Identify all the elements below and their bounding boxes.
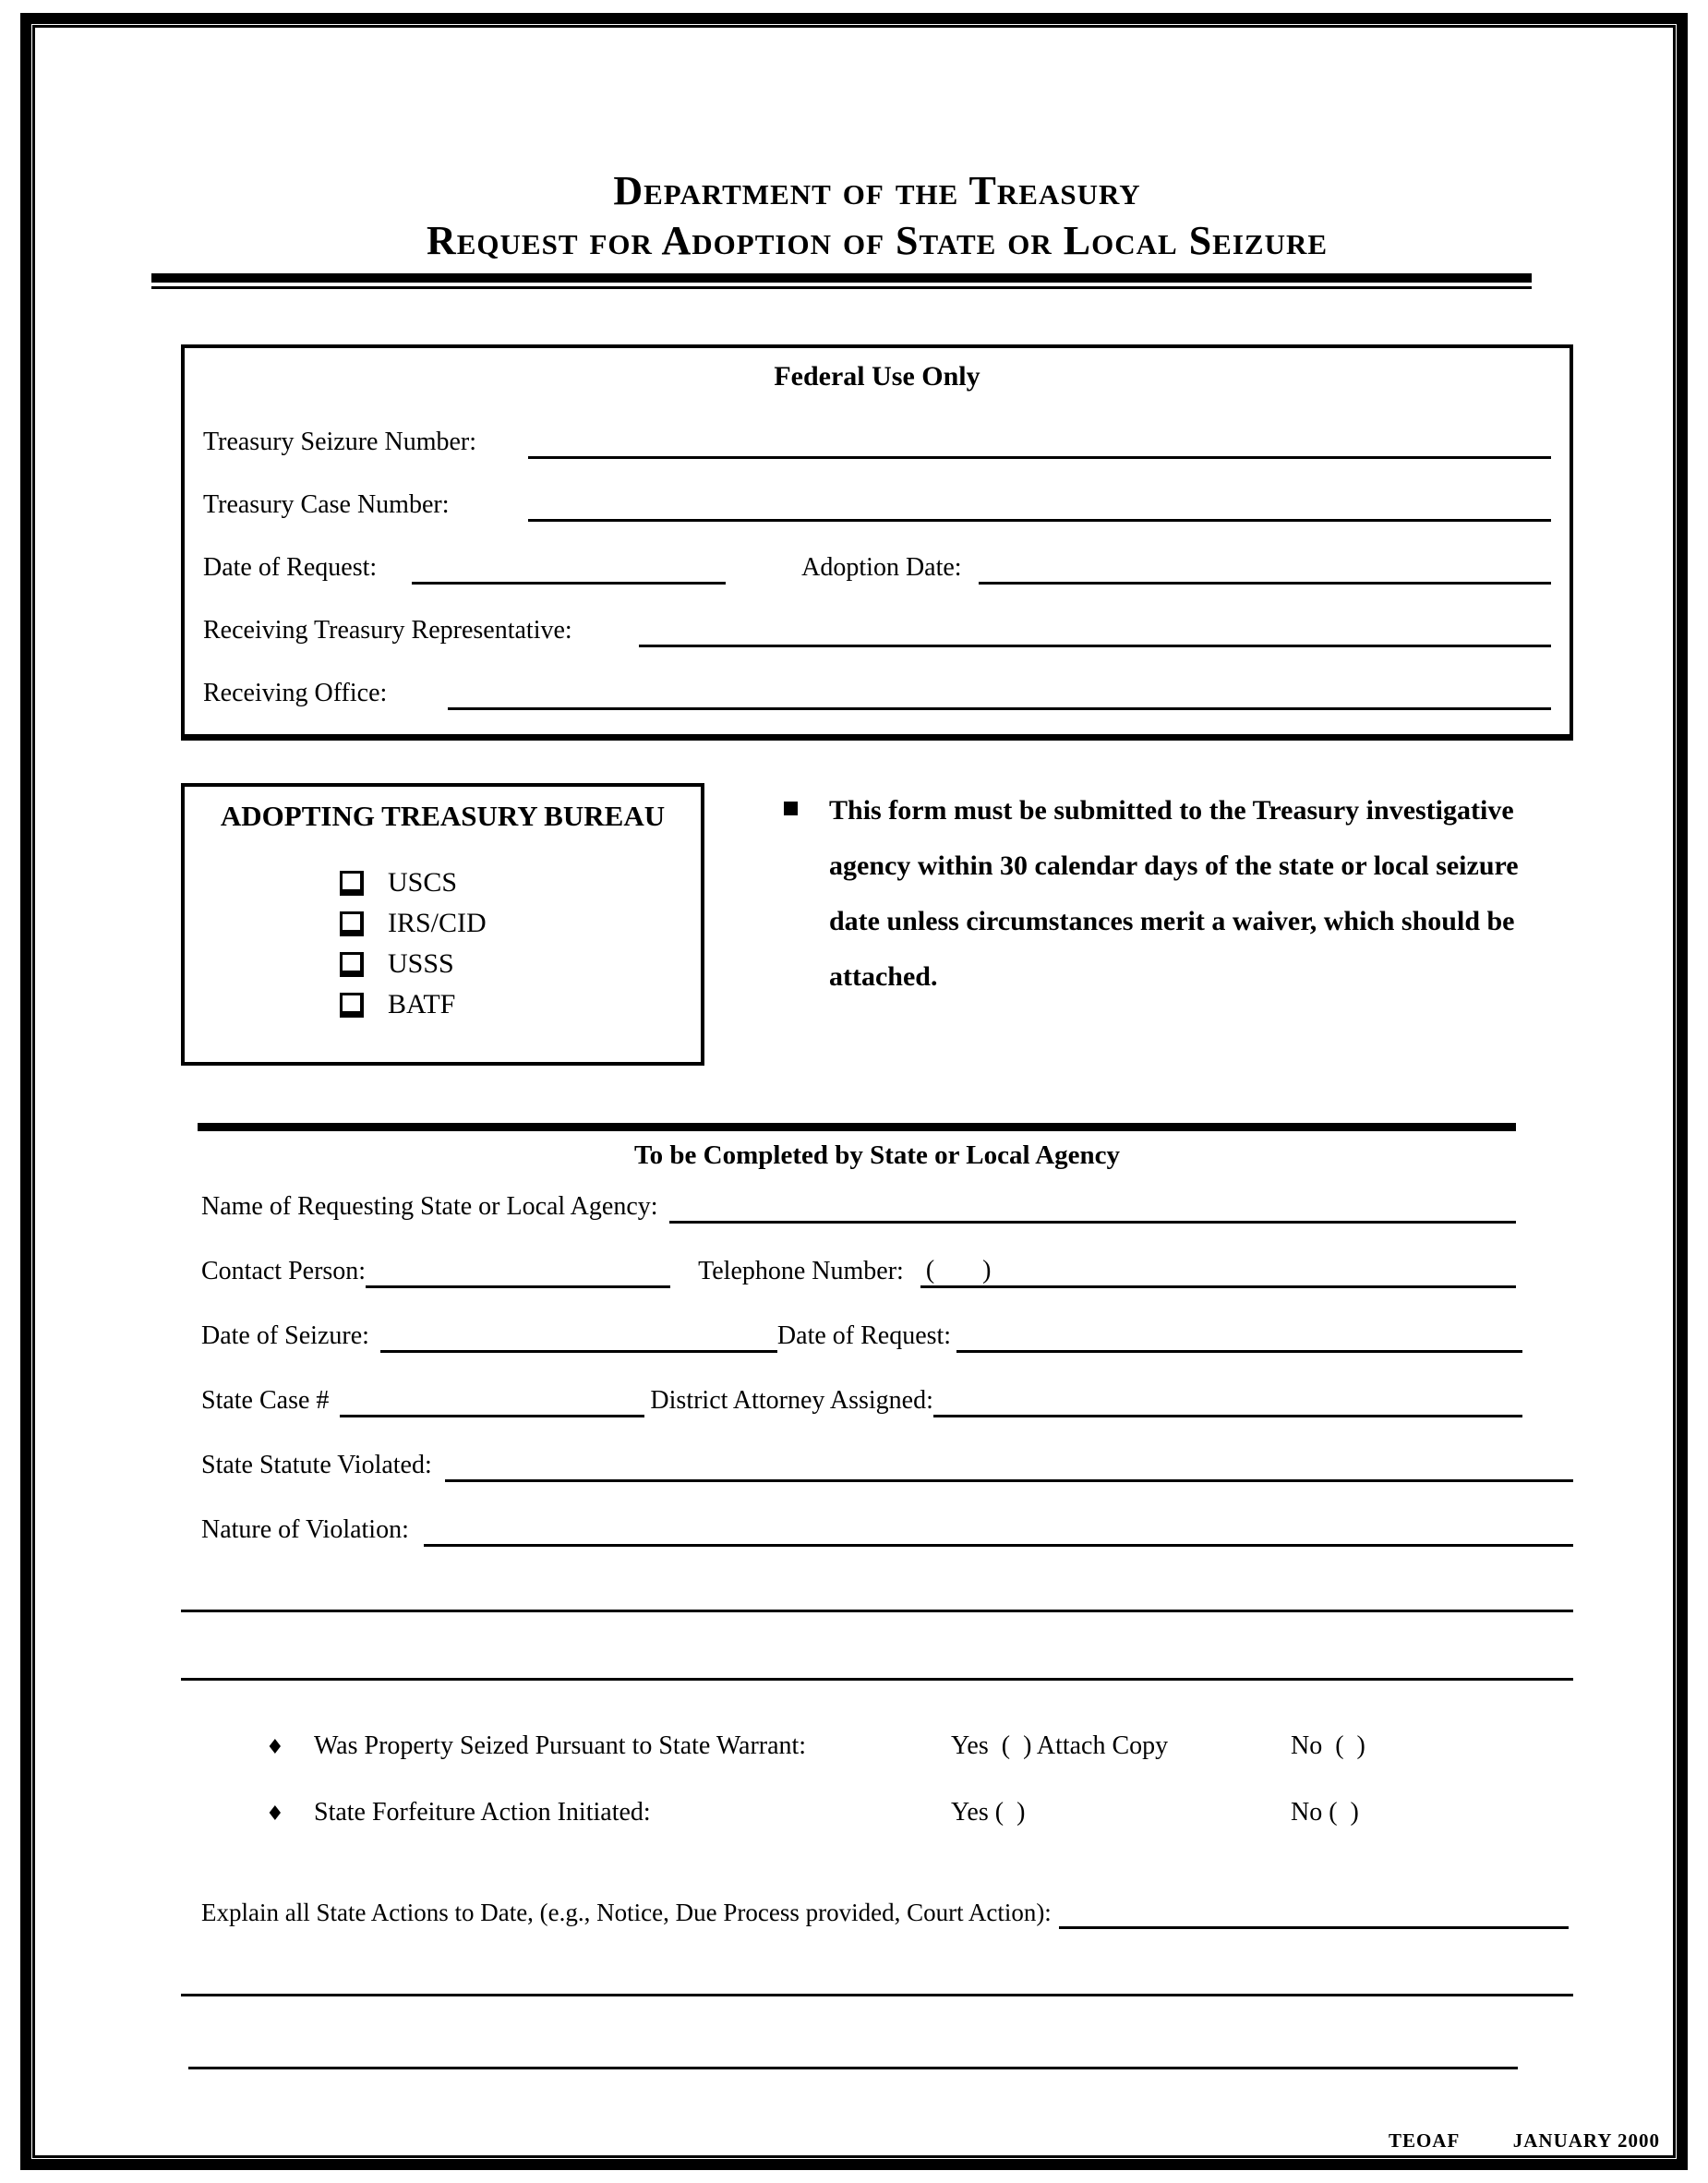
violation-continuation-line-1[interactable]	[181, 1610, 1573, 1612]
treasury-case-number-input-line[interactable]	[528, 488, 1551, 522]
section-rule	[198, 1123, 1516, 1131]
bureau-checkbox-list	[340, 862, 684, 1025]
form-footer	[1389, 2129, 1660, 2153]
bureau-option-label: IRS/CID	[388, 908, 487, 938]
form-title-block	[181, 166, 1573, 266]
bureau-option-label: USSS	[388, 948, 454, 979]
receiving-office-input-line[interactable]	[448, 676, 1551, 710]
field-row-contact-telephone	[201, 1251, 1573, 1288]
telephone-number-label: Telephone Number:	[698, 1257, 904, 1285]
yes-option[interactable]: Yes ( )	[951, 1798, 1026, 1827]
field-row-case-attorney	[201, 1381, 1573, 1417]
explain-continuation-line-2[interactable]	[188, 2067, 1518, 2069]
bureau-option-usss	[340, 944, 684, 984]
field-row-date-of-request-federal	[203, 548, 1551, 585]
date-of-seizure-label: Date of Seizure:	[201, 1321, 369, 1350]
field-row-agency-name	[201, 1187, 1573, 1224]
nature-of-violation-input-line[interactable]	[424, 1513, 1573, 1547]
question-text: State Forfeiture Action Initiated:	[314, 1798, 651, 1827]
state-case-number-label: State Case #	[201, 1386, 330, 1415]
explain-actions-input-line[interactable]	[1059, 1895, 1569, 1929]
federal-use-only-box	[181, 344, 1573, 741]
close-paren: )	[982, 1256, 992, 1284]
bureau-checkbox-usss[interactable]	[340, 952, 364, 977]
field-row-seizure-request-dates	[201, 1316, 1573, 1353]
field-row-receiving-representative	[203, 610, 1551, 647]
receiving-office-label: Receiving Office:	[203, 679, 388, 707]
state-case-number-input-line[interactable]	[340, 1383, 644, 1417]
date-of-request-input-line[interactable]	[412, 550, 726, 585]
bureau-and-note-row	[181, 783, 1573, 1066]
treasury-seizure-number-input-line[interactable]	[528, 425, 1551, 459]
district-attorney-label: District Attorney Assigned:	[650, 1386, 933, 1415]
agency-name-label: Name of Requesting State or Local Agency:	[201, 1192, 658, 1221]
treasury-seizure-number-label: Treasury Seizure Number:	[203, 428, 477, 456]
field-row-nature-of-violation	[201, 1510, 1573, 1547]
district-attorney-input-line[interactable]	[933, 1383, 1522, 1417]
submission-note	[784, 783, 1573, 1066]
explain-actions-label: Explain all State Actions to Date, (e.g., Notice, Due Process provided, Court Action):	[201, 1899, 1052, 1926]
question-forfeiture-initiated	[266, 1798, 1573, 1835]
bureau-option-irs-cid	[340, 903, 684, 944]
adopting-bureau-heading: ADOPTING TREASURY BUREAU	[220, 800, 666, 832]
inner-border	[32, 25, 1676, 2158]
field-row-treasury-seizure-number	[203, 422, 1551, 459]
area-code-input-line[interactable]	[920, 1254, 997, 1288]
contact-person-input-line[interactable]	[366, 1254, 670, 1288]
statute-violated-input-line[interactable]	[445, 1448, 1573, 1482]
bureau-option-label: BATF	[388, 989, 456, 1019]
nature-of-violation-label: Nature of Violation:	[201, 1515, 409, 1544]
no-option[interactable]: No ( )	[1291, 1798, 1359, 1827]
no-option[interactable]: No ( )	[1291, 1731, 1365, 1760]
diamond-bullet-icon: ♦	[266, 1736, 284, 1759]
state-date-of-request-label: Date of Request:	[776, 1321, 952, 1350]
field-row-statute-violated	[201, 1445, 1573, 1482]
field-row-receiving-office	[203, 673, 1551, 710]
bureau-checkbox-uscs[interactable]	[340, 871, 364, 896]
date-of-request-label: Date of Request:	[203, 553, 378, 582]
diamond-bullet-icon: ♦	[266, 1803, 284, 1826]
adopting-bureau-box	[181, 783, 704, 1066]
contact-person-label: Contact Person:	[201, 1257, 367, 1285]
field-row-explain-actions	[201, 1892, 1573, 1929]
question-text: Was Property Seized Pursuant to State Warrant:	[314, 1731, 807, 1760]
adoption-date-label: Adoption Date:	[801, 553, 962, 582]
receiving-representative-label: Receiving Treasury Representative:	[203, 616, 572, 645]
explain-continuation-line-1[interactable]	[181, 1994, 1573, 1996]
title-double-rule	[151, 273, 1532, 289]
open-paren: (	[925, 1256, 935, 1284]
agency-name-input-line[interactable]	[669, 1189, 1516, 1224]
date-of-seizure-input-line[interactable]	[380, 1319, 777, 1353]
form-title-line2: Request for Adoption of State or Local Seizure	[426, 218, 1329, 263]
federal-box-heading: Federal Use Only	[774, 361, 980, 392]
square-bullet-icon	[784, 802, 798, 815]
form-revision-date: JANUARY 2000	[1512, 2129, 1660, 2152]
question-state-warrant	[266, 1731, 1573, 1768]
state-section-heading: To be Completed by State or Local Agency	[633, 1140, 1121, 1170]
treasury-case-number-label: Treasury Case Number:	[203, 490, 450, 519]
adoption-date-input-line[interactable]	[979, 550, 1551, 585]
receiving-representative-input-line[interactable]	[639, 613, 1551, 647]
outer-border	[20, 13, 1688, 2170]
form-code: TEOAF	[1388, 2129, 1460, 2152]
state-date-of-request-input-line[interactable]	[956, 1319, 1522, 1353]
field-row-treasury-case-number	[203, 485, 1551, 522]
bureau-checkbox-batf[interactable]	[340, 993, 364, 1018]
violation-continuation-line-2[interactable]	[181, 1678, 1573, 1681]
bureau-option-uscs	[340, 862, 684, 903]
statute-violated-label: State Statute Violated:	[201, 1451, 432, 1479]
telephone-number-input-line[interactable]	[997, 1254, 1517, 1288]
bureau-option-batf	[340, 984, 684, 1025]
bureau-option-label: USCS	[388, 867, 458, 898]
bureau-checkbox-irs-cid[interactable]	[340, 911, 364, 936]
submission-note-text: This form must be submitted to the Treasury investigative agency within 30 calendar days of the state or local seizure date unless circumstances merit a waiver, which should be attached.	[829, 795, 1519, 992]
form-content	[35, 166, 1673, 2069]
form-title-line1: Department of the Treasury	[613, 168, 1141, 213]
yes-option[interactable]: Yes ( ) Attach Copy	[951, 1731, 1169, 1760]
